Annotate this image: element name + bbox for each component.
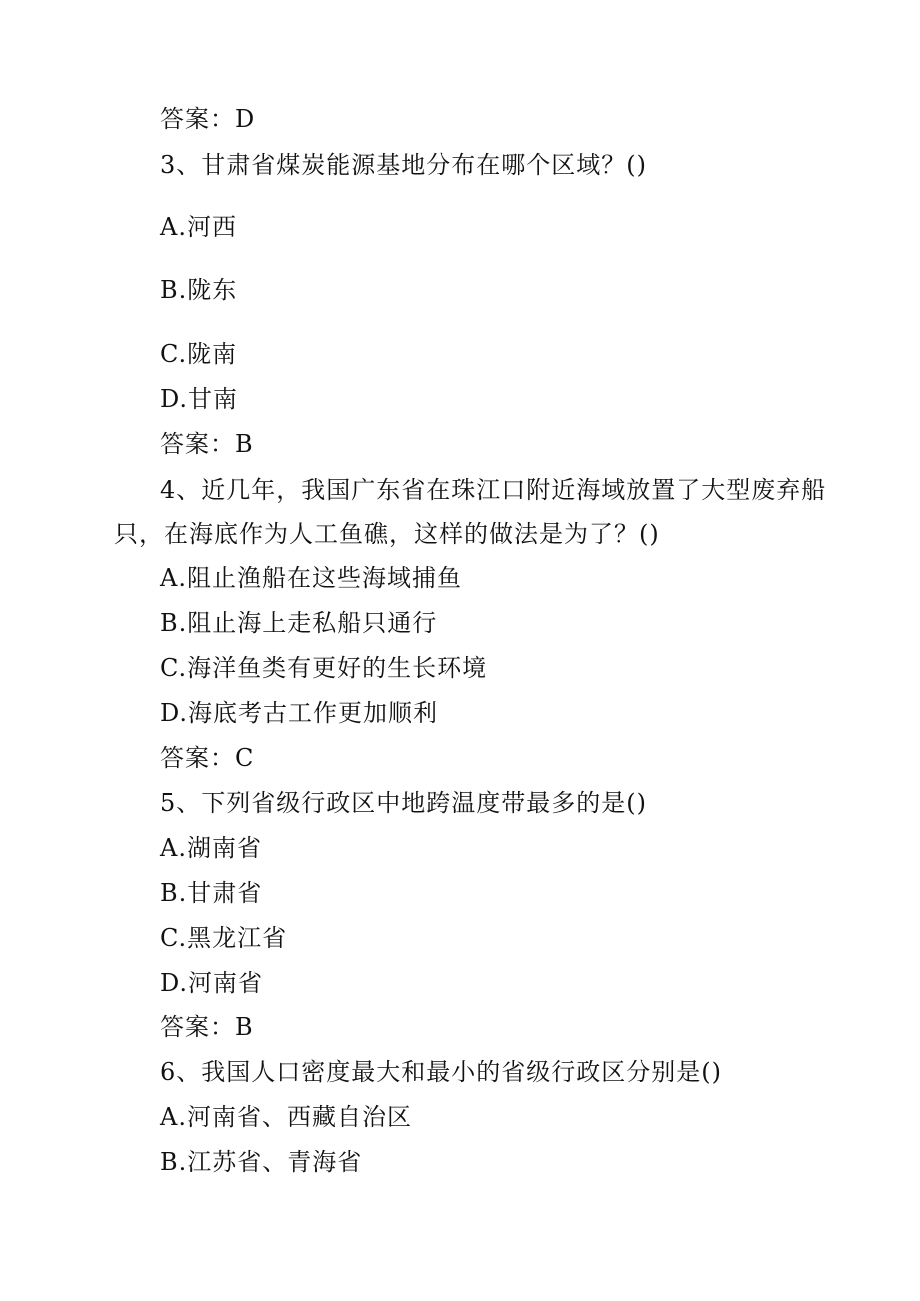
q3-answer: 答案：B xyxy=(160,430,254,458)
q3-question: 3、甘肃省煤炭能源基地分布在哪个区域？() xyxy=(160,151,647,179)
q4-question-line1: 4、近几年，我国广东省在珠江口附近海域放置了大型废弃船 xyxy=(160,476,827,504)
q4-question-line2: 只，在海底作为人工鱼礁，这样的做法是为了？() xyxy=(114,520,660,548)
q5-option-c: C.黑龙江省 xyxy=(160,924,288,952)
q6-option-b: B.江苏省、青海省 xyxy=(160,1148,363,1176)
q5-option-a: A.湖南省 xyxy=(160,834,262,862)
q4-option-d: D.海底考古工作更加顺利 xyxy=(160,699,439,727)
q6-question: 6、我国人口密度最大和最小的省级行政区分别是() xyxy=(160,1058,722,1086)
q5-answer: 答案：B xyxy=(160,1013,254,1041)
q4-option-a: A.阻止渔船在这些海域捕鱼 xyxy=(160,564,462,592)
q4-answer: 答案：C xyxy=(160,744,255,772)
q5-option-b: B.甘肃省 xyxy=(160,879,263,907)
q5-option-d: D.河南省 xyxy=(160,969,264,997)
q5-question: 5、下列省级行政区中地跨温度带最多的是() xyxy=(160,789,647,817)
q4-option-b: B.阻止海上走私船只通行 xyxy=(160,609,438,637)
q3-option-c: C.陇南 xyxy=(160,340,238,368)
q3-option-a: A.河西 xyxy=(160,213,237,241)
q6-option-a: A.河南省、西藏自治区 xyxy=(160,1103,412,1131)
q3-option-b: B.陇东 xyxy=(160,276,238,304)
q4-option-c: C.海洋鱼类有更好的生长环境 xyxy=(160,654,488,682)
q2-answer: 答案：D xyxy=(160,105,256,133)
q3-option-d: D.甘南 xyxy=(160,385,239,413)
